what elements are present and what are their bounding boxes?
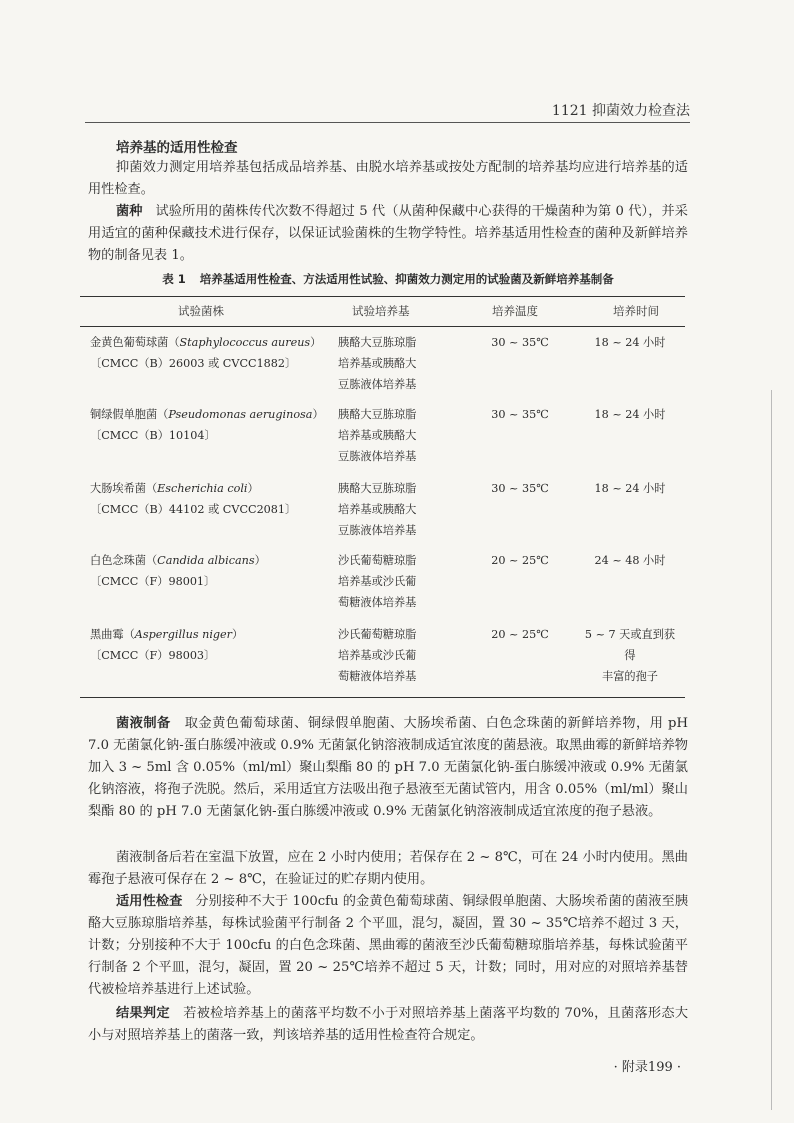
- medium-cell: [338, 624, 438, 687]
- time-line: 18 ~ 24 小时: [594, 408, 666, 421]
- medium-line: 胰酪大豆胨琼脂: [338, 408, 417, 421]
- strain-text: 试验所用的菌株传代次数不得超过 5 代（从菌种保藏中心获得的干燥菌种为第 0 代），并采用适宜的菌种保藏技术进行保存，以保证试验菌株的生物学特性。培养基适用性检查的菌种及新鲜培养物的制备见表 1。: [88, 204, 688, 263]
- medium-line: 培养基或沙氏葡: [338, 575, 417, 588]
- header-strain: 试验菌株: [178, 304, 224, 318]
- strain-code: 〔CMCC（B）26003 或 CVCC1882〕: [90, 357, 297, 370]
- medium-line: 豆胨液体培养基: [338, 524, 417, 537]
- strain-cell: [90, 550, 330, 592]
- strain-cell: [90, 478, 330, 520]
- time-line: 24 ~ 48 小时: [594, 554, 666, 567]
- medium-cell: [338, 550, 438, 613]
- temp-cell: 30 ~ 35℃: [491, 482, 549, 495]
- table-caption: [88, 271, 688, 287]
- strain-latin-name: Staphylococcus aureus: [179, 336, 311, 349]
- medium-line: 沙氏葡萄糖琼脂: [338, 628, 417, 641]
- suspension-term: 菌液制备: [116, 716, 171, 731]
- time-line: 18 ~ 24 小时: [594, 336, 666, 349]
- medium-line: 胰酪大豆胨琼脂: [338, 482, 417, 495]
- strain-name: [90, 404, 330, 425]
- time-cell: [580, 478, 680, 499]
- header-medium: 试验培养基: [352, 304, 410, 318]
- strain-name-end: ）: [312, 408, 324, 421]
- page-number: · 附录199 ·: [613, 1060, 681, 1075]
- strain-cell: [90, 332, 330, 374]
- strain-code: 〔CMCC（B）10104〕: [90, 429, 216, 442]
- strain-name-end: ）: [232, 628, 244, 641]
- temp-cell: 20 ~ 25℃: [491, 554, 549, 567]
- strain-cell: [90, 404, 330, 446]
- strain-code: 〔CMCC（F）98001〕: [90, 575, 216, 588]
- table-top-rule: [80, 296, 685, 297]
- strain-latin-name: Candida albicans: [157, 554, 255, 567]
- medium-line: 培养基或胰酪大: [338, 357, 417, 370]
- medium-cell: [338, 332, 438, 395]
- temp-cell: 30 ~ 35℃: [491, 336, 549, 349]
- strain-name: [90, 550, 330, 571]
- strain-code: 〔CMCC（B）44102 或 CVCC2081〕: [90, 503, 297, 516]
- suitability-paragraph: [88, 891, 688, 1001]
- strain-name-end: ）: [310, 336, 322, 349]
- header-temp: 培养温度: [492, 304, 538, 318]
- medium-line: 萄糖液体培养基: [338, 670, 417, 683]
- time-line: 18 ~ 24 小时: [594, 482, 666, 495]
- medium-line: 豆胨液体培养基: [338, 378, 417, 391]
- strain-term: 菌种: [116, 204, 143, 219]
- time-cell: [580, 404, 680, 425]
- medium-line: 培养基或胰酪大: [338, 429, 417, 442]
- temp-cell: 30 ~ 35℃: [491, 408, 549, 421]
- medium-line: 豆胨液体培养基: [338, 450, 417, 463]
- page-edge-line: [771, 390, 772, 1110]
- suitability-text: 分别接种不大于 100cfu 的金黄色葡萄球菌、铜绿假单胞菌、大肠埃希菌的菌液至胰酪大豆胨琼脂培养基，每株试验菌平行制备 2 个平皿，混匀，凝固，置 30 ~ 35℃培养不超过 3 天，计数；分别接种不大于 100cfu 的白色念珠菌、黑曲霉的菌液至沙氏葡萄糖琼脂培养基，每株试验菌平行制备 2 个平皿，混匀，凝固，置 20 ~ 25℃培养不超过 5 天，计数；同时，用对应的对照培养基替代被检培养基进行上述试验。: [88, 894, 689, 997]
- medium-cell: [338, 478, 438, 541]
- header-rule: [85, 122, 690, 123]
- table-number: 表 1: [162, 272, 186, 286]
- strain-name-end: ）: [254, 554, 266, 567]
- strain-name-cn: 铜绿假单胞菌（: [90, 408, 169, 421]
- intro-paragraph: 抑菌效力测定用培养基包括成品培养基、由脱水培养基或按处方配制的培养基均应进行培养基的适用性检查。: [88, 160, 688, 197]
- time-cell: [580, 624, 680, 687]
- strain-paragraph: [88, 201, 688, 267]
- temp-cell: 20 ~ 25℃: [491, 628, 549, 641]
- time-cell: [580, 332, 680, 353]
- strain-name-cn: 金黄色葡萄球菌（: [90, 336, 180, 349]
- suitability-term: 适用性检查: [116, 894, 183, 909]
- strain-name-cn: 大肠埃希菌（: [90, 482, 158, 495]
- strain-latin-name: Escherichia coli: [157, 482, 248, 495]
- result-term: 结果判定: [116, 1006, 170, 1021]
- strain-name-cn: 白色念珠菌（: [90, 554, 158, 567]
- time-line: 丰富的孢子: [602, 670, 658, 683]
- strain-cell: [90, 624, 330, 666]
- result-paragraph: [88, 1003, 688, 1047]
- medium-line: 培养基或沙氏葡: [338, 649, 417, 662]
- time-line: 5 ~ 7 天或直到获得: [584, 628, 676, 662]
- strain-latin-name: Pseudomonas aeruginosa: [168, 408, 313, 421]
- suspension-text: 取金黄色葡萄球菌、铜绿假单胞菌、大肠埃希菌、白色念珠菌的新鲜培养物，用 pH 7.0 无菌氯化钠-蛋白胨缓冲液或 0.9% 无菌氯化钠溶液制成适宜浓度的菌悬液。取黑曲霉的新鲜培养物加入 3 ~ 5ml 含 0.05%（ml/ml）聚山梨酯 80 的 pH 7.0 无菌氯化钠-蛋白胨缓冲液或 0.9% 无菌氯化钠溶液，将孢子洗脱。然后，采用适宜方法吸出孢子悬液至无菌试管内，用含 0.05%（ml/ml）聚山梨酯 80 的 pH 7.0 无菌氯化钠-蛋白胨缓冲液或 0.9% 无菌氯化钠溶液制成适宜浓度的孢子悬液。: [88, 716, 688, 819]
- table-caption-text: 培养基适用性检查、方法适用性试验、抑菌效力测定用的试验菌及新鲜培养基制备: [199, 272, 614, 286]
- strain-name: [90, 478, 330, 499]
- result-text: 若被检培养基上的菌落平均数不小于对照培养基上菌落平均数的 70%，且菌落形态大小与对照培养基上的菌落一致，判该培养基的适用性检查符合规定。: [88, 1006, 689, 1043]
- strain-latin-name: Aspergillus niger: [134, 628, 233, 641]
- section-title: 培养基的适用性检查: [116, 140, 238, 156]
- time-cell: [580, 550, 680, 571]
- strain-name: [90, 332, 330, 353]
- strain-code: 〔CMCC（F）98003〕: [90, 649, 216, 662]
- running-title: 1121 抑菌效力检查法: [551, 103, 690, 119]
- medium-line: 萄糖液体培养基: [338, 596, 417, 609]
- storage-paragraph: 菌液制备后若在室温下放置，应在 2 小时内使用；若保存在 2 ~ 8℃，可在 24 小时内使用。黑曲霉孢子悬液可保存在 2 ~ 8℃，在验证过的贮存期内使用。: [88, 850, 688, 887]
- strain-name-cn: 黑曲霉（: [90, 628, 135, 641]
- table-bottom-rule: [80, 697, 685, 698]
- medium-line: 培养基或胰酪大: [338, 503, 417, 516]
- suspension-paragraph: [88, 713, 688, 823]
- table-header-rule: [80, 326, 685, 327]
- medium-cell: [338, 404, 438, 467]
- strain-name-end: ）: [247, 482, 259, 495]
- medium-line: 胰酪大豆胨琼脂: [338, 336, 417, 349]
- medium-line: 沙氏葡萄糖琼脂: [338, 554, 417, 567]
- strain-name: [90, 624, 330, 645]
- header-time: 培养时间: [613, 304, 659, 318]
